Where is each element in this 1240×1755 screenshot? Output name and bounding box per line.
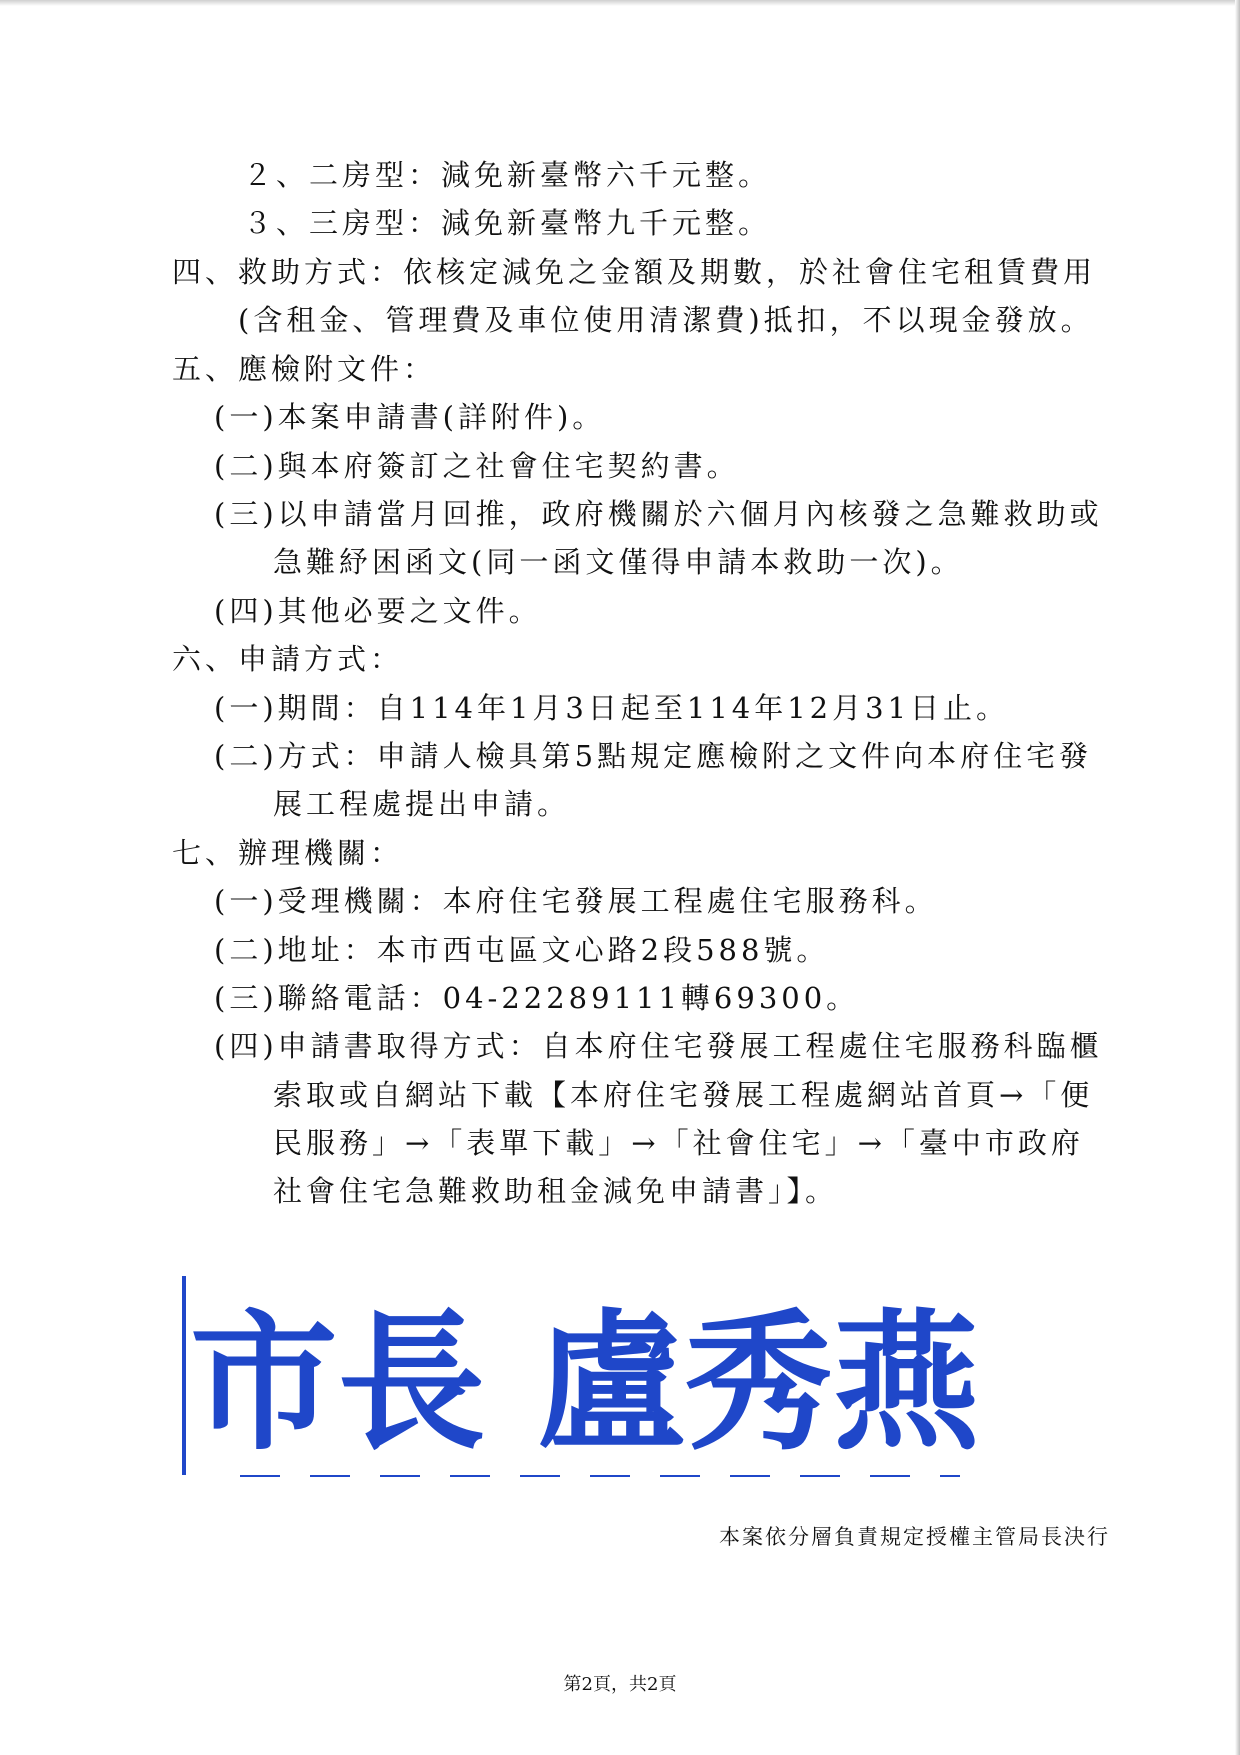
list-item: (二)與本府簽訂之社會住宅契約書。 bbox=[214, 449, 740, 483]
text-line: (含租金、管理費及車位使用清潔費)抵扣，不以現金發放。 bbox=[238, 303, 1094, 337]
section-heading: 四、救助方式：依核定減免之金額及期數，於社會住宅租賃費用 bbox=[172, 255, 1097, 289]
section-heading: 七、辦理機關： bbox=[172, 836, 404, 870]
text-line: ２、二房型：減免新臺幣六千元整。 bbox=[243, 158, 772, 192]
list-item: (四)申請書取得方式：自本府住宅發展工程處住宅服務科臨櫃 bbox=[214, 1029, 1103, 1063]
text-line: 急難紓困函文(同一函文僅得申請本救助一次)。 bbox=[273, 545, 964, 579]
text-line: 社會住宅急難救助租金減免申請書」】。 bbox=[273, 1174, 839, 1208]
list-item: (二)方式：申請人檢具第5點規定應檢附之文件向本府住宅發 bbox=[214, 739, 1093, 773]
text-line: 索取或自網站下載【本府住宅發展工程處網站首頁→「便 bbox=[273, 1078, 1094, 1112]
page-number: 第2頁，共2頁 bbox=[563, 1674, 677, 1695]
mayor-signature-stamp bbox=[180, 1270, 1010, 1480]
scan-edge-right bbox=[1235, 0, 1240, 1755]
list-item: (一)期間：自114年1月3日起至114年12月31日止。 bbox=[214, 691, 1010, 725]
list-item: (一)受理機關：本府住宅發展工程處住宅服務科。 bbox=[214, 884, 938, 918]
text-line: ３、三房型：減免新臺幣九千元整。 bbox=[243, 206, 772, 240]
section-heading: 五、應檢附文件： bbox=[172, 352, 437, 386]
text-line: 民服務」→「表單下載」→「社會住宅」→「臺中市政府 bbox=[273, 1126, 1084, 1160]
scan-edge-top bbox=[0, 0, 1240, 6]
list-item: (三)聯絡電話：04-22289111轉69300。 bbox=[214, 981, 860, 1015]
list-item: (一)本案申請書(詳附件)。 bbox=[214, 400, 606, 434]
list-item: (二)地址：本市西屯區文心路2段588號。 bbox=[214, 933, 830, 967]
list-item: (三)以申請當月回推，政府機關於六個月內核發之急難救助或 bbox=[214, 497, 1103, 531]
authorization-note: 本案依分層負責規定授權主管局長決行 bbox=[719, 1525, 1110, 1549]
text-line: 展工程處提出申請。 bbox=[273, 787, 571, 821]
signature-text: 市長 盧秀燕 bbox=[190, 1295, 982, 1471]
section-heading: 六、申請方式： bbox=[172, 642, 404, 676]
list-item: (四)其他必要之文件。 bbox=[214, 594, 542, 628]
